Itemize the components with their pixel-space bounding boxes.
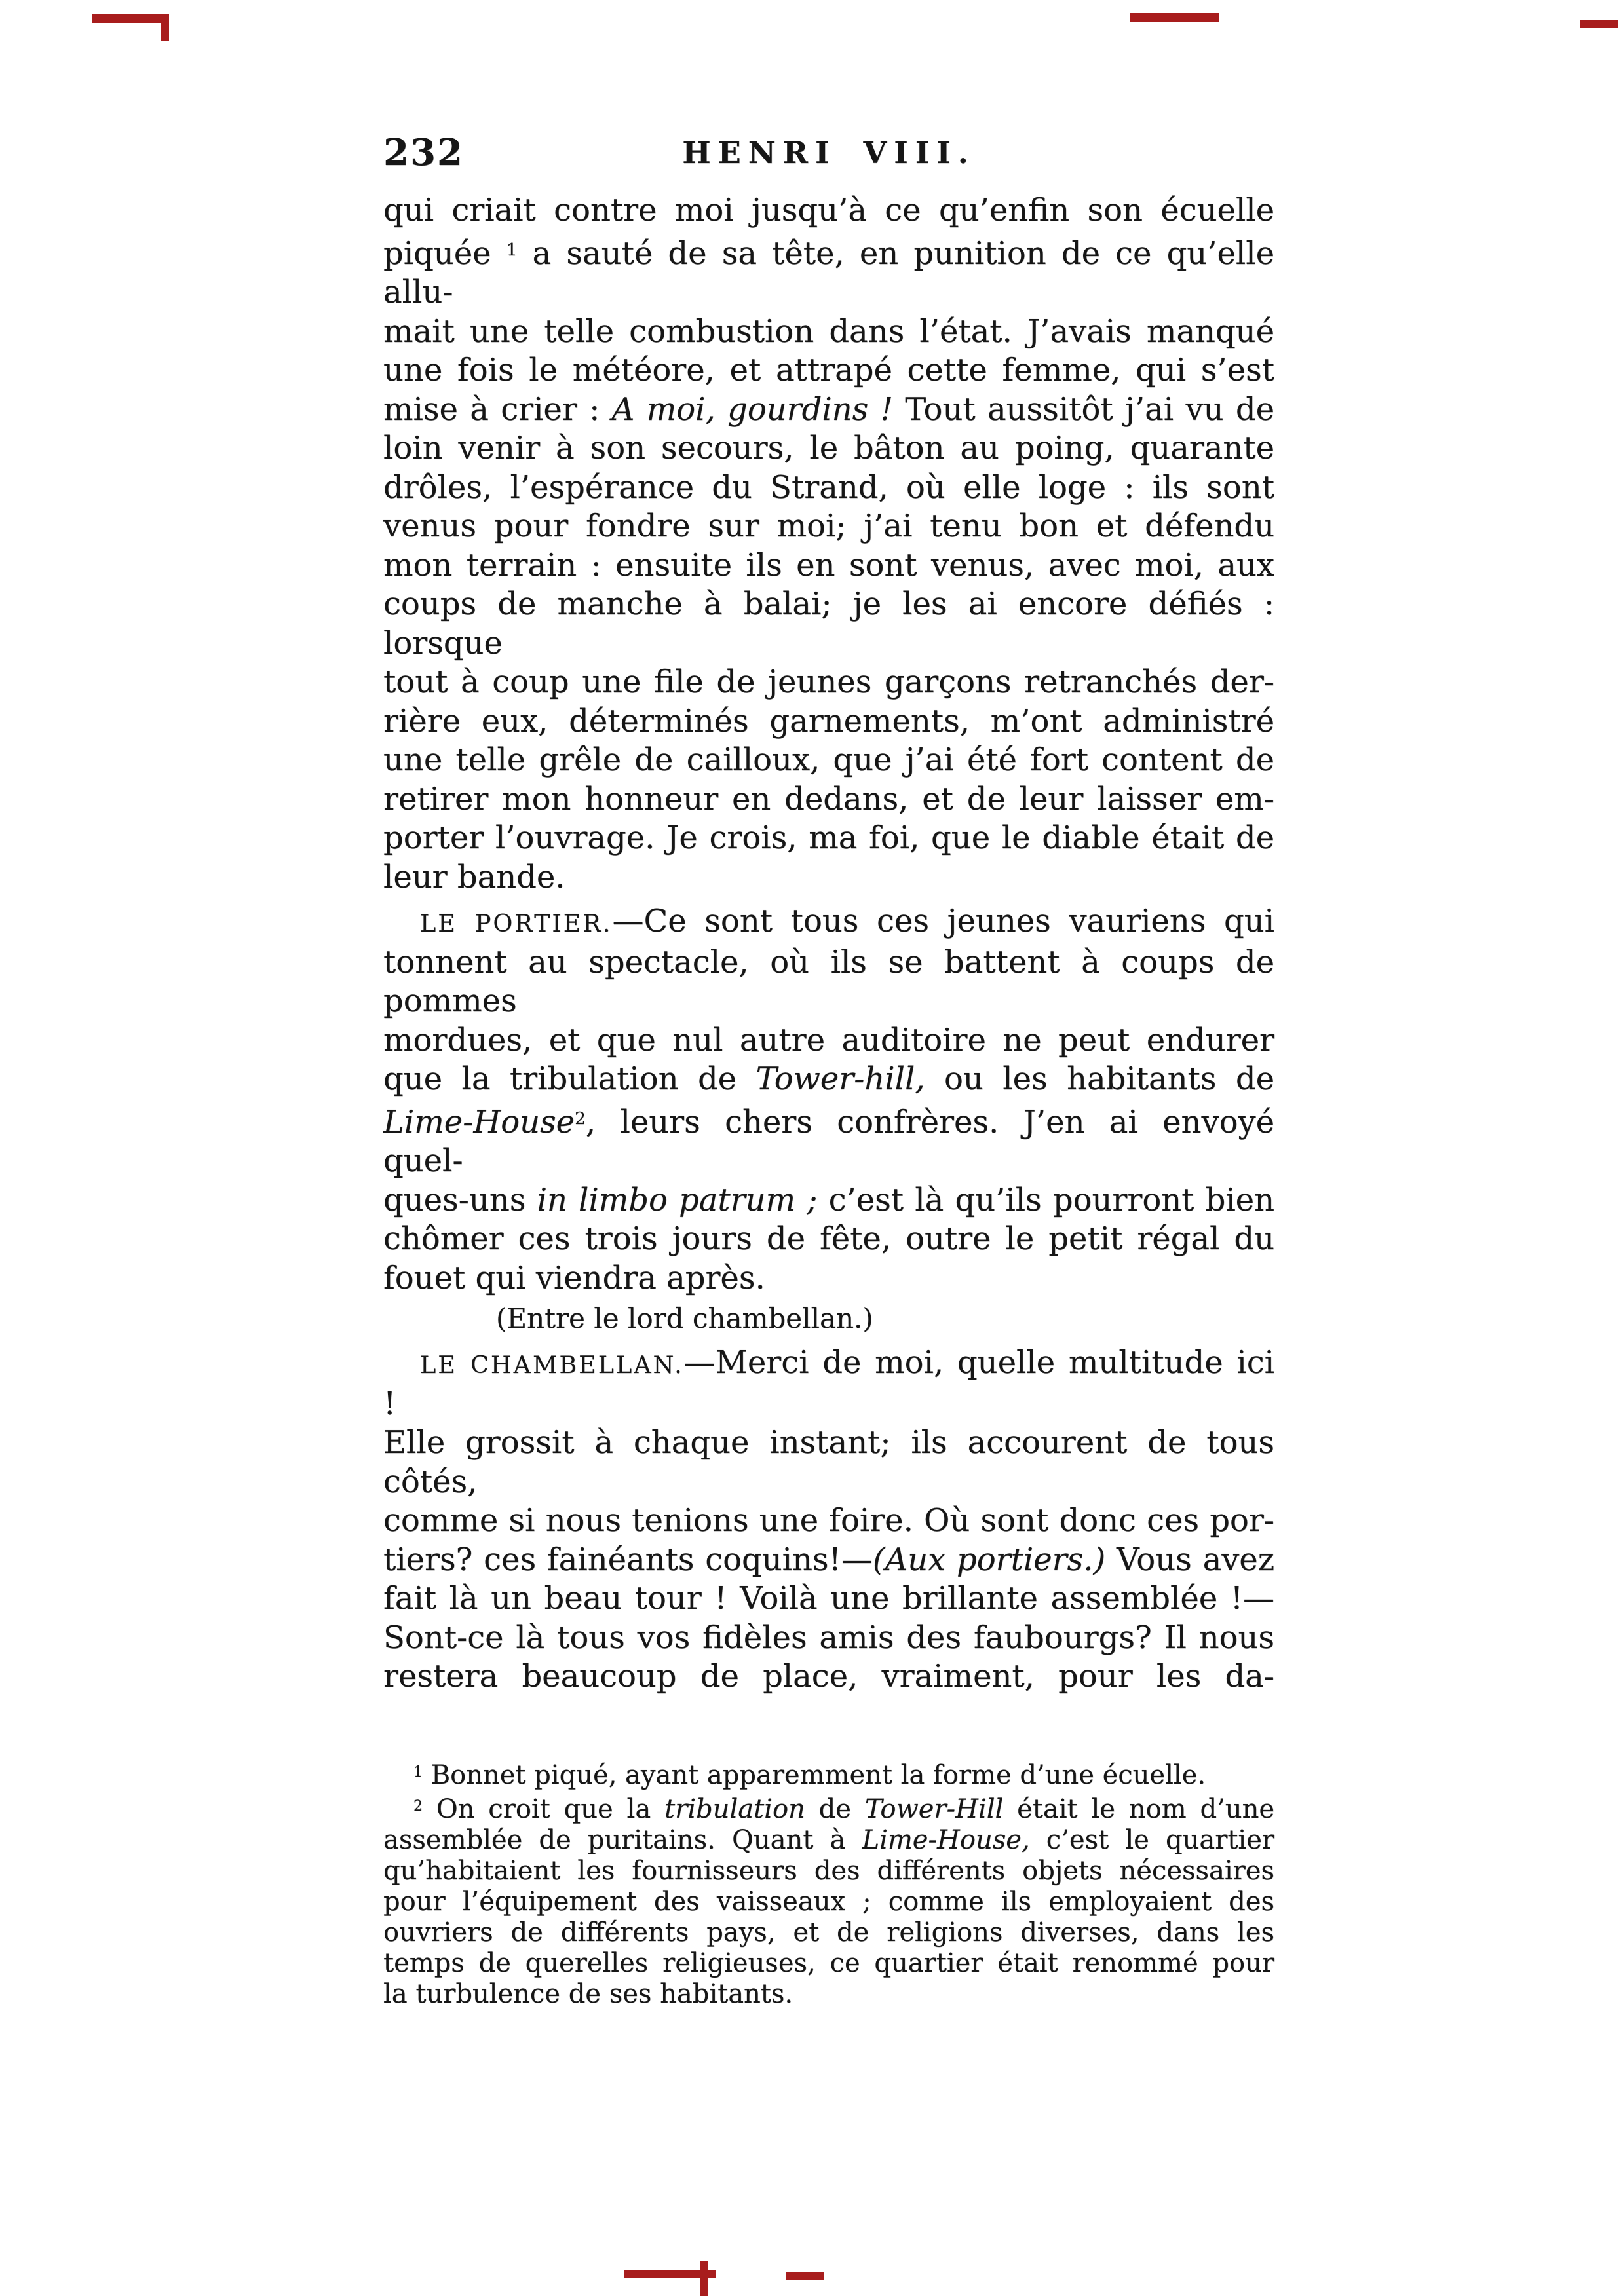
text-line bbox=[383, 312, 1274, 352]
text-line bbox=[383, 585, 1274, 663]
text-segment: coups de manche à balai; je les ai encore défiés : lorsque bbox=[383, 586, 1274, 662]
text-segment: Lime-House bbox=[383, 1103, 575, 1140]
text-segment: Elle grossit à chaque instant; ils accourent de tous côtés, bbox=[383, 1424, 1274, 1500]
text-line bbox=[383, 1021, 1274, 1061]
text-segment: rière eux, déterminés garnements, m’ont administré bbox=[383, 702, 1274, 740]
text-segment: une telle grêle de cailloux, que j’ai été fort content de bbox=[383, 742, 1274, 779]
footnote bbox=[383, 1791, 1274, 2010]
text-line bbox=[383, 507, 1274, 546]
text-segment: Tower-Hill bbox=[864, 1794, 1004, 1824]
scan-mark-top-right bbox=[1580, 20, 1618, 28]
text-segment: tout à coup une file de jeunes garçons retranchés der- bbox=[383, 664, 1274, 701]
text-line bbox=[383, 1657, 1274, 1697]
footnote-marker: 1 bbox=[413, 1763, 423, 1780]
footnote-marker: 2 bbox=[575, 1108, 586, 1129]
text-segment: Sont-ce là tous vos fidèles amis des faubourgs? Il nous bbox=[383, 1619, 1274, 1656]
page-title: HENRI VIII. bbox=[682, 135, 976, 170]
text-segment: drôles, l’espérance du Strand, où elle loge : ils sont bbox=[383, 468, 1274, 506]
text-line bbox=[383, 943, 1274, 1021]
text-segment: était le nom d’une bbox=[1003, 1794, 1275, 1824]
scan-mark-bottom-tick bbox=[700, 2261, 708, 2296]
text-segment: comme si nous tenions une foire. Où sont donc ces por- bbox=[383, 1502, 1274, 1539]
text-segment: LE PORTIER. bbox=[420, 909, 613, 938]
text-segment: une fois le météore, et attrapé cette femme, qui s’est bbox=[383, 352, 1274, 389]
text-body bbox=[383, 191, 1274, 2010]
scan-mark-top-left-horizontal bbox=[92, 14, 169, 23]
text-line bbox=[383, 819, 1274, 858]
text-segment: qu’habitaient les fournisseurs des différents objets nécessaires bbox=[383, 1855, 1274, 1886]
text-line bbox=[383, 1259, 1274, 1298]
text-line bbox=[383, 1856, 1274, 1887]
scan-mark-bottom-dash-2 bbox=[786, 2272, 824, 2280]
running-header bbox=[383, 128, 1274, 174]
text-segment: mordues, et que nul autre auditoire ne peut endurer bbox=[383, 1021, 1274, 1059]
text-line bbox=[383, 231, 1274, 312]
text-line bbox=[383, 1757, 1274, 1791]
text-segment: tribulation bbox=[664, 1794, 805, 1824]
text-line bbox=[383, 1619, 1274, 1658]
text-segment: loin venir à son secours, le bâton au poing, quarante bbox=[383, 430, 1274, 467]
text-segment: LE CHAMBELLAN. bbox=[420, 1351, 684, 1380]
text-line bbox=[383, 1099, 1274, 1181]
text-line bbox=[383, 858, 1274, 897]
text-segment: Bonnet piqué, ayant apparemment la forme d’une écuelle. bbox=[423, 1760, 1206, 1790]
text-segment: retirer mon honneur en dedans, et de leur laisser em- bbox=[383, 780, 1274, 818]
footnote bbox=[383, 1757, 1274, 1791]
text-segment: ques-uns bbox=[383, 1181, 537, 1218]
text-segment: , leurs chers confrères. J’en ai envoyé quel- bbox=[383, 1103, 1274, 1180]
text-segment: ou les habitants de bbox=[925, 1061, 1274, 1098]
text-line bbox=[383, 390, 1274, 430]
text-segment: (Aux portiers.) bbox=[872, 1541, 1106, 1578]
text-line bbox=[383, 702, 1274, 742]
text-line bbox=[383, 741, 1274, 780]
paragraph bbox=[383, 191, 1274, 897]
text-line bbox=[383, 1979, 1274, 2010]
text-segment: restera beaucoup de place, vraiment, pour les da- bbox=[383, 1658, 1274, 1695]
scan-mark-top-left-vertical bbox=[161, 14, 169, 41]
text-segment: la turbulence de ses habitants. bbox=[383, 1978, 793, 2009]
text-segment: Lime-House, bbox=[862, 1824, 1030, 1855]
text-line bbox=[383, 191, 1274, 231]
text-segment: fouet qui viendra après. bbox=[383, 1259, 765, 1296]
text-segment: chômer ces trois jours de fête, outre le petit régal du bbox=[383, 1220, 1274, 1258]
paragraph bbox=[383, 902, 1274, 1298]
text-segment: ouvriers de différents pays, et de religions diverses, dans les bbox=[383, 1917, 1274, 1948]
page-number: 232 bbox=[383, 131, 464, 174]
text-line bbox=[383, 1948, 1274, 1979]
text-line bbox=[383, 663, 1274, 702]
text-line bbox=[383, 468, 1274, 508]
text-segment: leur bande. bbox=[383, 858, 565, 895]
text-segment: pour l’équipement des vaisseaux ; comme ils employaient des bbox=[383, 1886, 1274, 1917]
text-segment: in limbo patrum ; bbox=[537, 1181, 818, 1218]
text-line bbox=[383, 1917, 1274, 1948]
text-segment: A moi, gourdins ! bbox=[611, 390, 893, 428]
text-segment: fait là un beau tour ! Voilà une brillante assemblée !— bbox=[383, 1580, 1274, 1617]
stage-direction bbox=[383, 1302, 1274, 1336]
text-line bbox=[383, 1344, 1274, 1423]
text-line bbox=[383, 351, 1274, 390]
text-segment: mait une telle combustion dans l’état. J’avais manqué bbox=[383, 312, 1274, 350]
text-segment: tiers? ces fainéants coquins!— bbox=[383, 1541, 873, 1578]
text-segment: temps de querelles religieuses, ce quartier était renommé pour bbox=[383, 1948, 1274, 1978]
text-line bbox=[383, 1541, 1274, 1580]
text-line bbox=[383, 1302, 1274, 1336]
text-segment: —Ce sont tous ces jeunes vauriens qui bbox=[612, 903, 1274, 940]
text-segment: mon terrain : ensuite ils en sont venus, avec moi, aux bbox=[383, 546, 1274, 584]
text-segment: —Merci de moi, quelle multitude ici ! bbox=[383, 1344, 1274, 1422]
text-segment: mise à crier : bbox=[383, 390, 612, 428]
text-line bbox=[383, 1825, 1274, 1856]
text-line bbox=[383, 1501, 1274, 1541]
paragraph bbox=[383, 1344, 1274, 1697]
text-line bbox=[383, 429, 1274, 468]
text-segment: a sauté de sa tête, en punition de ce qu’elle allu- bbox=[383, 235, 1274, 311]
text-segment: que la tribulation de bbox=[383, 1061, 756, 1098]
text-segment: de bbox=[805, 1794, 865, 1824]
scan-mark-top-middle bbox=[1130, 13, 1219, 22]
footnote-marker: 1 bbox=[506, 239, 518, 260]
text-line bbox=[383, 1220, 1274, 1259]
text-line bbox=[383, 780, 1274, 819]
text-segment: assemblée de puritains. Quant à bbox=[383, 1824, 862, 1855]
text-segment: qui criait contre moi jusqu’à ce qu’enfin son écuelle bbox=[383, 192, 1274, 229]
footnote-marker: 2 bbox=[413, 1797, 423, 1815]
text-segment: Tout aussitôt j’ai vu de bbox=[892, 390, 1275, 428]
text-line bbox=[383, 1791, 1274, 1825]
text-line bbox=[383, 546, 1274, 586]
text-line bbox=[383, 902, 1274, 943]
text-segment: On croit que la bbox=[423, 1794, 665, 1824]
text-line bbox=[383, 1887, 1274, 1917]
text-segment: c’est là qu’ils pourront bien bbox=[817, 1181, 1275, 1218]
text-segment: Vous avez bbox=[1105, 1541, 1275, 1578]
text-line bbox=[383, 1579, 1274, 1619]
text-line bbox=[383, 1423, 1274, 1501]
text-segment: porter l’ouvrage. Je crois, ma foi, que le diable était de bbox=[383, 819, 1274, 857]
text-segment: Tower-hill, bbox=[755, 1061, 925, 1098]
text-segment: c’est le quartier bbox=[1029, 1824, 1275, 1855]
text-segment: (Entre le lord chambellan.) bbox=[496, 1302, 873, 1335]
text-segment: tonnent au spectacle, où ils se battent à coups de pommes bbox=[383, 943, 1274, 1020]
text-line bbox=[383, 1060, 1274, 1099]
text-line bbox=[383, 1181, 1274, 1220]
text-segment: venus pour fondre sur moi; j’ai tenu bon et défendu bbox=[383, 508, 1274, 545]
text-segment: piquée bbox=[383, 235, 506, 272]
